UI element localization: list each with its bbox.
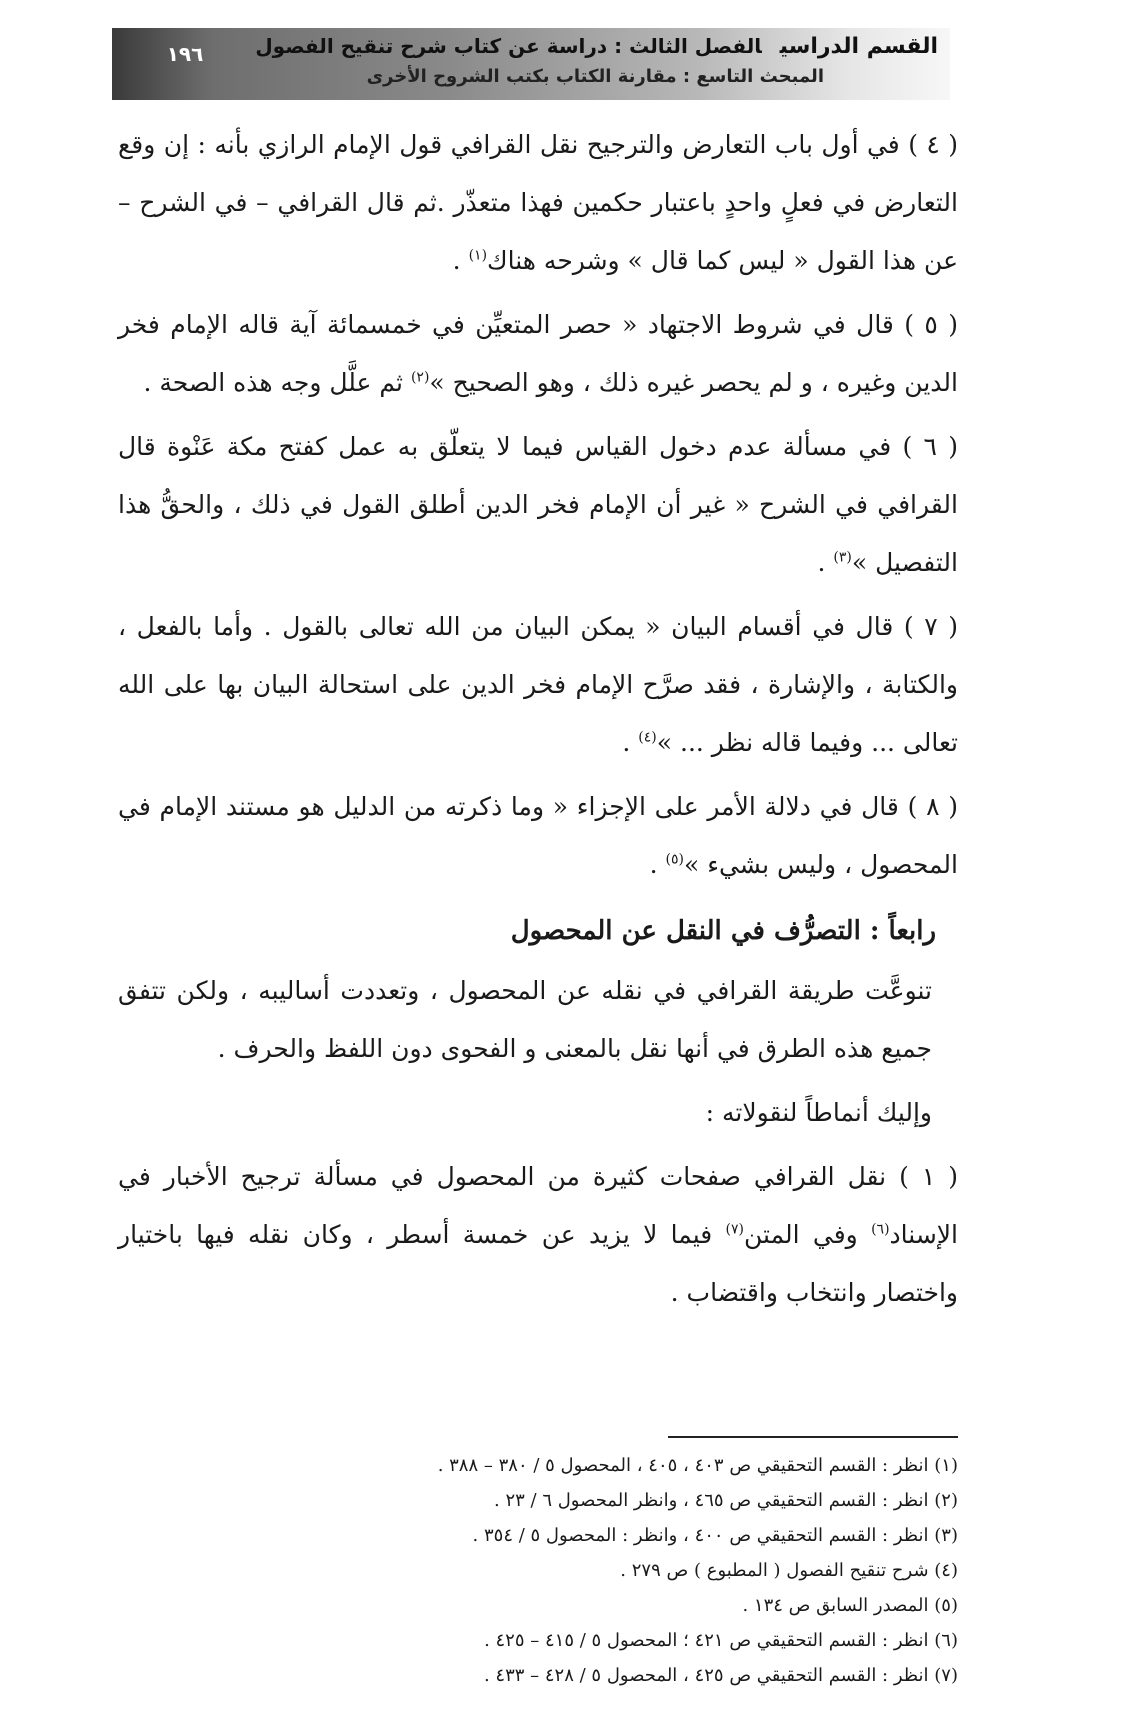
footnote-3: (٣) انظر : القسم التحقيقي ص ٤٠٠ ، وانظر : المحصول ٥ / ٣٥٤ . <box>472 1525 958 1546</box>
paragraph-4 <box>118 116 958 290</box>
lead-line: وإليك أنماطاً لنقولاته : <box>705 1098 932 1127</box>
footnote-ref: (٦) <box>871 1221 890 1238</box>
paragraph-tail: . <box>452 246 469 275</box>
paragraph-text: نقل القرافي صفحات كثيرة من المحصول في مسألة ترجيح الأخبار في الإسناد <box>118 1162 958 1249</box>
header-chapter: الفصل الثالث : دراسة عن كتاب شرح تنقيح الفصول <box>255 34 762 58</box>
paragraph-tail: ثم علَّل وجه هذه الصحة . <box>143 368 411 397</box>
footnote-ref: (١) <box>468 247 488 264</box>
paragraph-tail: . <box>649 850 666 879</box>
paragraph-number: ( ٧ ) <box>903 612 959 641</box>
header-section: القسم الدراسي <box>779 34 938 59</box>
paragraph-number: ( ٥ ) <box>904 310 958 339</box>
paragraph-text: فيما لا يزيد عن خمسة أسطر ، وكان نقله فيها باختيار واختصار وانتخاب واقتضاب . <box>118 1220 958 1307</box>
intro-paragraph: تنوعَّت طريقة القرافي في نقله عن المحصول ، وتعددت أساليبه ، ولكن تتفق جميع هذه الطرق في أنها نقل بالمعنى و الفحوى دون اللفظ والحرف . <box>118 976 932 1063</box>
page-number: ١٩٦ <box>166 42 204 66</box>
paragraph-number: ( ١ ) <box>899 1162 958 1191</box>
footnote-ref: (٢) <box>410 369 430 386</box>
paragraph-text: في أول باب التعارض والترجيح نقل القرافي قول الإمام الرازي بأنه : إن وقع التعارض في فعلٍ واحدٍ باعتبار حكمين فهذا متعذّر .ثم قال القرافي – في الشرح – عن هذا القول « ليس كما قال » وشرحه هناك <box>118 130 958 275</box>
header-subtitle: المبحث التاسع : مقارنة الكتاب بكتب الشروح الأخرى <box>366 66 824 87</box>
paragraph-text: قال في أقسام البيان « يمكن البيان من الله تعالى بالقول . وأما بالفعل ، والكتابة ، والإشارة ، فقد صرَّح الإمام فخر الدين على استحالة البيان بها على الله تعالى ... وفيما قاله نظر ... » <box>118 612 958 757</box>
paragraph-text: قال في شروط الاجتهاد « حصر المتعيِّن في خمسمائة آية قاله الإمام فخر الدين وغيره ، و لم يحصر غيره ذلك ، وهو الصحيح » <box>118 310 958 397</box>
paragraph-6 <box>118 418 958 592</box>
paragraph-number: ( ٤ ) <box>908 130 958 159</box>
footnote-ref: (٧) <box>725 1221 744 1238</box>
footnote-2: (٢) انظر : القسم التحقيقي ص ٤٦٥ ، وانظر المحصول ٦ / ٢٣ . <box>494 1490 958 1511</box>
footnote-6: (٦) انظر : القسم التحقيقي ص ٤٢١ ؛ المحصول ٥ / ٤١٥ – ٤٢٥ . <box>484 1630 958 1651</box>
footnotes <box>158 1448 958 1693</box>
section-heading: رابعاً : التصرُّف في النقل عن المحصول <box>510 916 936 946</box>
footnote-7: (٧) انظر : القسم التحقيقي ص ٤٢٥ ، المحصول ٥ / ٤٢٨ – ٤٣٣ . <box>483 1665 958 1686</box>
paragraph-number: ( ٨ ) <box>907 792 958 821</box>
paragraph-text: وفي المتن <box>744 1220 872 1249</box>
paragraph-tail: . <box>622 728 639 757</box>
body-text <box>118 116 958 1328</box>
paragraph-7 <box>118 598 958 772</box>
footnote-ref: (٣) <box>833 549 852 566</box>
paragraph-1 <box>118 1148 958 1322</box>
paragraph-5 <box>118 296 958 412</box>
footnote-5: (٥) المصدر السابق ص ١٣٤ . <box>742 1595 958 1616</box>
footnote-4: (٤) شرح تنقيح الفصول ( المطبوع ) ص ٢٧٩ . <box>620 1560 958 1581</box>
footnote-separator <box>668 1436 958 1438</box>
paragraph-number: ( ٦ ) <box>902 432 958 461</box>
paragraph-text: في مسألة عدم دخول القياس فيما لا يتعلّق به عمل كفتح مكة عَنْوة قال القرافي في الشرح « غير أن الإمام فخر الدين أطلق القول في ذلك ، والحقُّ هذا التفصيل » <box>118 432 958 577</box>
paragraph-tail: . <box>817 548 834 577</box>
footnote-1: (١) انظر : القسم التحقيقي ص ٤٠٣ ، ٤٠٥ ، المحصول ٥ / ٣٨٠ – ٣٨٨ . <box>437 1455 958 1476</box>
paragraph-8 <box>118 778 958 894</box>
footnote-ref: (٥) <box>665 851 684 868</box>
paragraph-text: قال في دلالة الأمر على الإجزاء « وما ذكرته من الدليل هو مستند الإمام في المحصول ، وليس بشيء » <box>118 792 958 879</box>
running-header-title <box>255 34 938 59</box>
footnote-ref: (٤) <box>638 729 657 746</box>
